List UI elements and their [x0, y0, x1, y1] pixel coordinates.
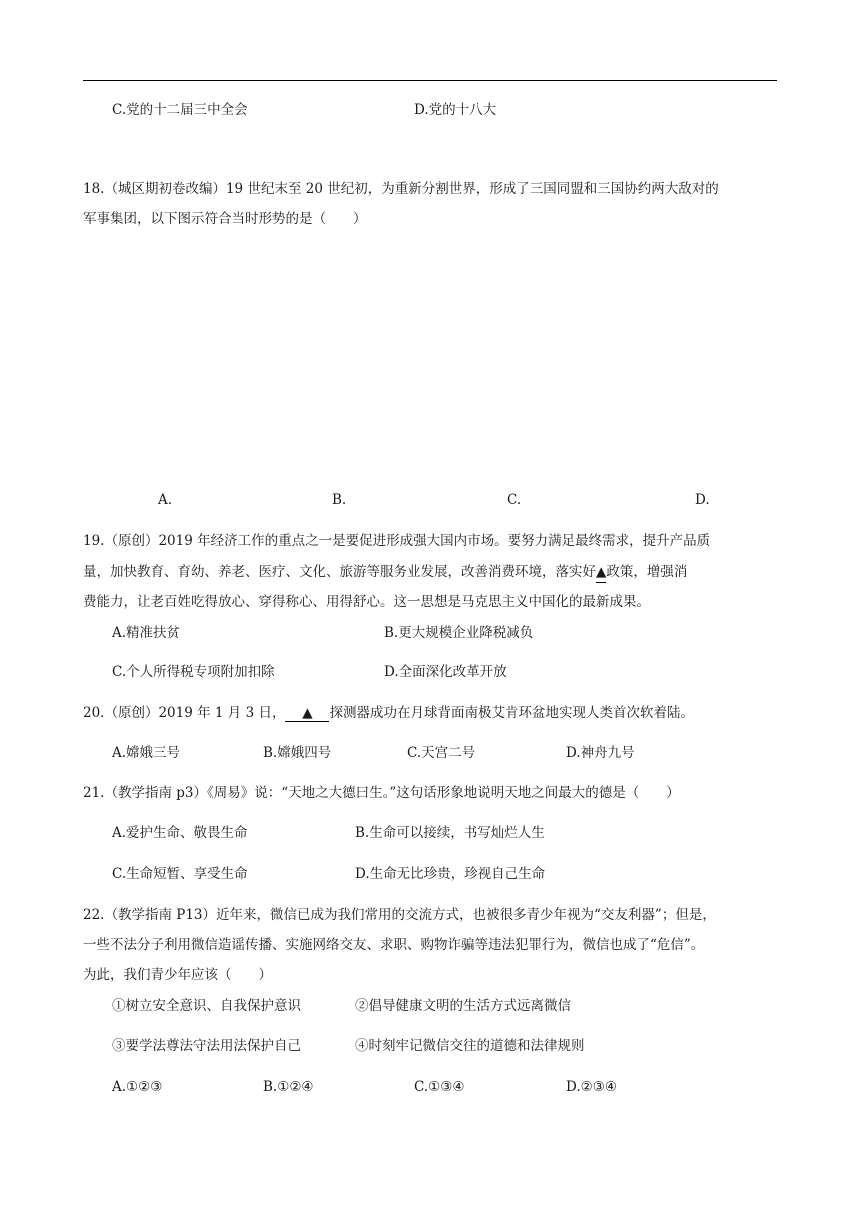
q22-stem-line3: 为此，我们青少年应该（ ） — [83, 967, 272, 983]
q18-option-c: C. — [507, 492, 522, 508]
q22-option-c: C.①③④ — [414, 1079, 465, 1095]
q19-stem-line2-a: 量，加快教育、育幼、养老、医疗、文化、旅游等服务业发展，改善消费环境，落实好 — [83, 564, 596, 580]
q18-stem-line1: 18.（城区期初卷改编）19 世纪末至 20 世纪初，为重新分割世界，形成了三国同盟和三国协约两大敌对的 — [83, 181, 719, 197]
q22-option-a: A.①②③ — [112, 1079, 163, 1095]
q17-option-c: C.党的十二届三中全会 — [112, 102, 248, 118]
q19-stem-line3: 费能力，让老百姓吃得放心、穿得称心、用得舒心。这一思想是马克思主义中国化的最新成果。 — [83, 594, 650, 610]
q19-option-a: A.精准扶贫 — [112, 625, 181, 641]
q20-option-a: A.嫦娥三号 — [112, 745, 181, 761]
q22-stem-line2: 一些不法分子利用微信造谣传播、实施网络交友、求职、购物诈骗等违法犯罪行为，微信也成了“危信”。 — [83, 937, 705, 953]
q22-stem-line1: 22.（教学指南 P13）近年来，微信已成为我们常用的交流方式，也被很多青少年视为“交友利器”；但是， — [83, 907, 716, 923]
header-rule — [83, 80, 777, 81]
q17-option-d: D.党的十八大 — [414, 102, 497, 118]
q20-stem — [83, 703, 694, 723]
q20-option-c: C.天宫二号 — [407, 745, 476, 761]
q20-stem-post: 探测器成功在月球背面南极艾肯环盆地实现人类首次软着陆。 — [329, 705, 694, 721]
q19-blank-marker: ▲ — [596, 562, 606, 583]
q19-stem-line2-b: 政策，增强消 — [606, 564, 688, 580]
q20-option-b: B.嫦娥四号 — [263, 745, 332, 761]
q18-option-a: A. — [158, 492, 173, 508]
q19-stem-line1: 19.（原创）2019 年经济工作的重点之一是要促进形成强大国内市场。要努力满足最终需求，提升产品质 — [83, 533, 711, 549]
q19-option-c: C.个人所得税专项附加扣除 — [112, 664, 275, 680]
q22-statement-3: ③要学法尊法守法用法保护自己 — [112, 1038, 301, 1054]
q19-option-d: D.全面深化改革开放 — [384, 664, 507, 680]
q18-option-b: B. — [332, 492, 347, 508]
q22-statement-2: ②倡导健康文明的生活方式远离微信 — [355, 998, 571, 1014]
q22-option-b: B.①②④ — [263, 1079, 314, 1095]
q19-stem-line2 — [83, 562, 687, 583]
q19-option-b: B.更大规模企业降税减负 — [384, 625, 534, 641]
q20-blank-marker: ▲ — [285, 705, 329, 722]
q22-option-d: D.②③④ — [566, 1079, 617, 1095]
q22-statement-1: ①树立安全意识、自我保护意识 — [112, 998, 301, 1014]
q21-option-c: C.生命短暂、享受生命 — [112, 866, 248, 882]
q21-stem: 21.（教学指南 p3）《周易》说：“天地之大德曰生。”这句话形象地说明天地之间最大的德是（ ） — [83, 785, 680, 801]
q21-option-a: A.爱护生命、敬畏生命 — [112, 825, 248, 841]
q18-option-d: D. — [695, 492, 710, 508]
q22-statement-4: ④时刻牢记微信交往的道德和法律规则 — [355, 1038, 585, 1054]
q21-option-d: D.生命无比珍贵，珍视自己生命 — [355, 866, 546, 882]
q21-option-b: B.生命可以接续，书写灿烂人生 — [355, 825, 545, 841]
q20-option-d: D.神舟九号 — [566, 745, 635, 761]
q18-stem-line2: 军事集团，以下图示符合当时形势的是（ ） — [83, 211, 367, 227]
q20-stem-pre: 20.（原创）2019 年 1 月 3 日， — [83, 705, 286, 721]
